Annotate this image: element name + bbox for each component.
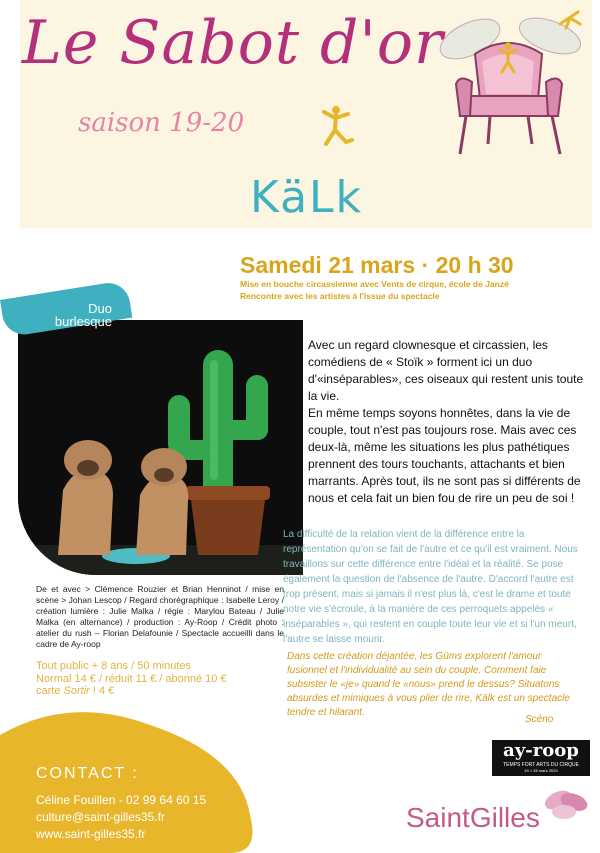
ayroop-logo [492,740,590,776]
ayroop-logo-name: ay-roop [503,740,579,761]
quote-source: Scéno [525,714,554,725]
photo-illustration [18,320,303,575]
intro-text [308,337,584,507]
contact-details [36,792,206,843]
card-name: Sortir [63,685,90,697]
audience-duration: Tout public + 8 ans / 50 minutes [36,660,192,672]
contact-email[interactable]: culture@saint-gilles35.fr [36,810,165,824]
genre-line-1: Duo [88,301,112,316]
saint-gilles-logo: SaintGilles [406,802,540,833]
card-suffix: ! 4 € [89,685,115,697]
festival-title: Le Sabot d'or [22,8,444,78]
acrobat-icon [318,104,356,152]
date-time: Samedi 21 mars · 20 h 30 [240,252,514,278]
description-text: La difficulté de la relation vient de la différence entre la représentation qu'on se fait de l'autre et ce qu'il est vraiment. Nous travaillons sur cette différence entre l'idéal et la réalité. Se pose également la question de l'absence de l'autre. D'accord l'autre est trop présent, mais si jamais il n'est plus là, c'est le drame et toute notre vie s'écroule, à la manière de ces perroquets appelés « inséparables », qui restent en couple toute leur vie et si l'un meurt, l'autre se laisse mourir. [283,529,578,645]
ayroop-logo-tagline: TEMPS FORT ARTS DU CIRQUE [503,762,579,768]
genre-line-2: burlesque [54,314,112,329]
armchair-illustration [420,4,590,164]
show-title: KäLk [250,172,364,223]
press-quote: Dans cette création déjantée, les Güms explorent l'amour fusionnel et l'individualité au sein du couple. Comment faie subsister le «je» quand le «nous» prend le dessus? Situatons absurdes et mimiques à vous plier de rire, Kälk est un spectacle tendre et hilarant. [287,651,570,718]
season-label: saison 19-20 [78,108,245,138]
card-prefix: carte [36,685,64,697]
intro-paragraph-2: En même temps soyons honnêtes, dans la vie de couple, tout n'est pas toujours rose. Mais avec ces deux-là, même les situations les plus pathétiques prennent des tours touchants, attachants et bien marrants. Après tout, ils ne sont pas si différents de nous et cela fait un bien fou de rire un peu de soi ! [308,406,581,505]
show-photo [18,320,303,575]
event-subtitle-2: Rencontre avec les artistes à l'issue du spectacle [240,291,440,301]
flower-icon [540,786,590,822]
contact-heading: CONTACT : [36,765,139,782]
sortir-card-price [36,685,286,698]
event-subtitle-1: Mise en bouche circassienne avec Vents de cirque, école de Janzé [240,279,509,289]
genre-ribbon-label [40,302,112,328]
credits-text: De et avec > Clémence Rouzier et Brian Henninot / mise en scène > Johan Lescop / Regard chorégraphique : Isabelle Leroy / création lumière : Julie Malka / régie : Marylou Bateau / Julie Malka (en alternance) / production : Ay-Roop / Crédit photo : atelier du rush – Florian Delafounie / Spectacle accueilli dans le cadre de Ay-roop [36,584,284,649]
pricing-info [36,660,286,698]
ayroop-logo-dates: 19 > 28 mars 2020 [524,768,558,773]
contact-website[interactable]: www.saint-gilles35.fr [36,827,146,841]
price-list: Normal 14 € / réduit 11 € / abonné 10 € [36,672,227,685]
contact-phone: Céline Fouillen - 02 99 64 60 15 [36,793,207,807]
intro-paragraph-1: Avec un regard clownesque et circassien, les comédiens de « Stoïk » forment ici un duo d'«inséparables», ces oiseaux qui restent unis toute la vie. [308,338,584,403]
